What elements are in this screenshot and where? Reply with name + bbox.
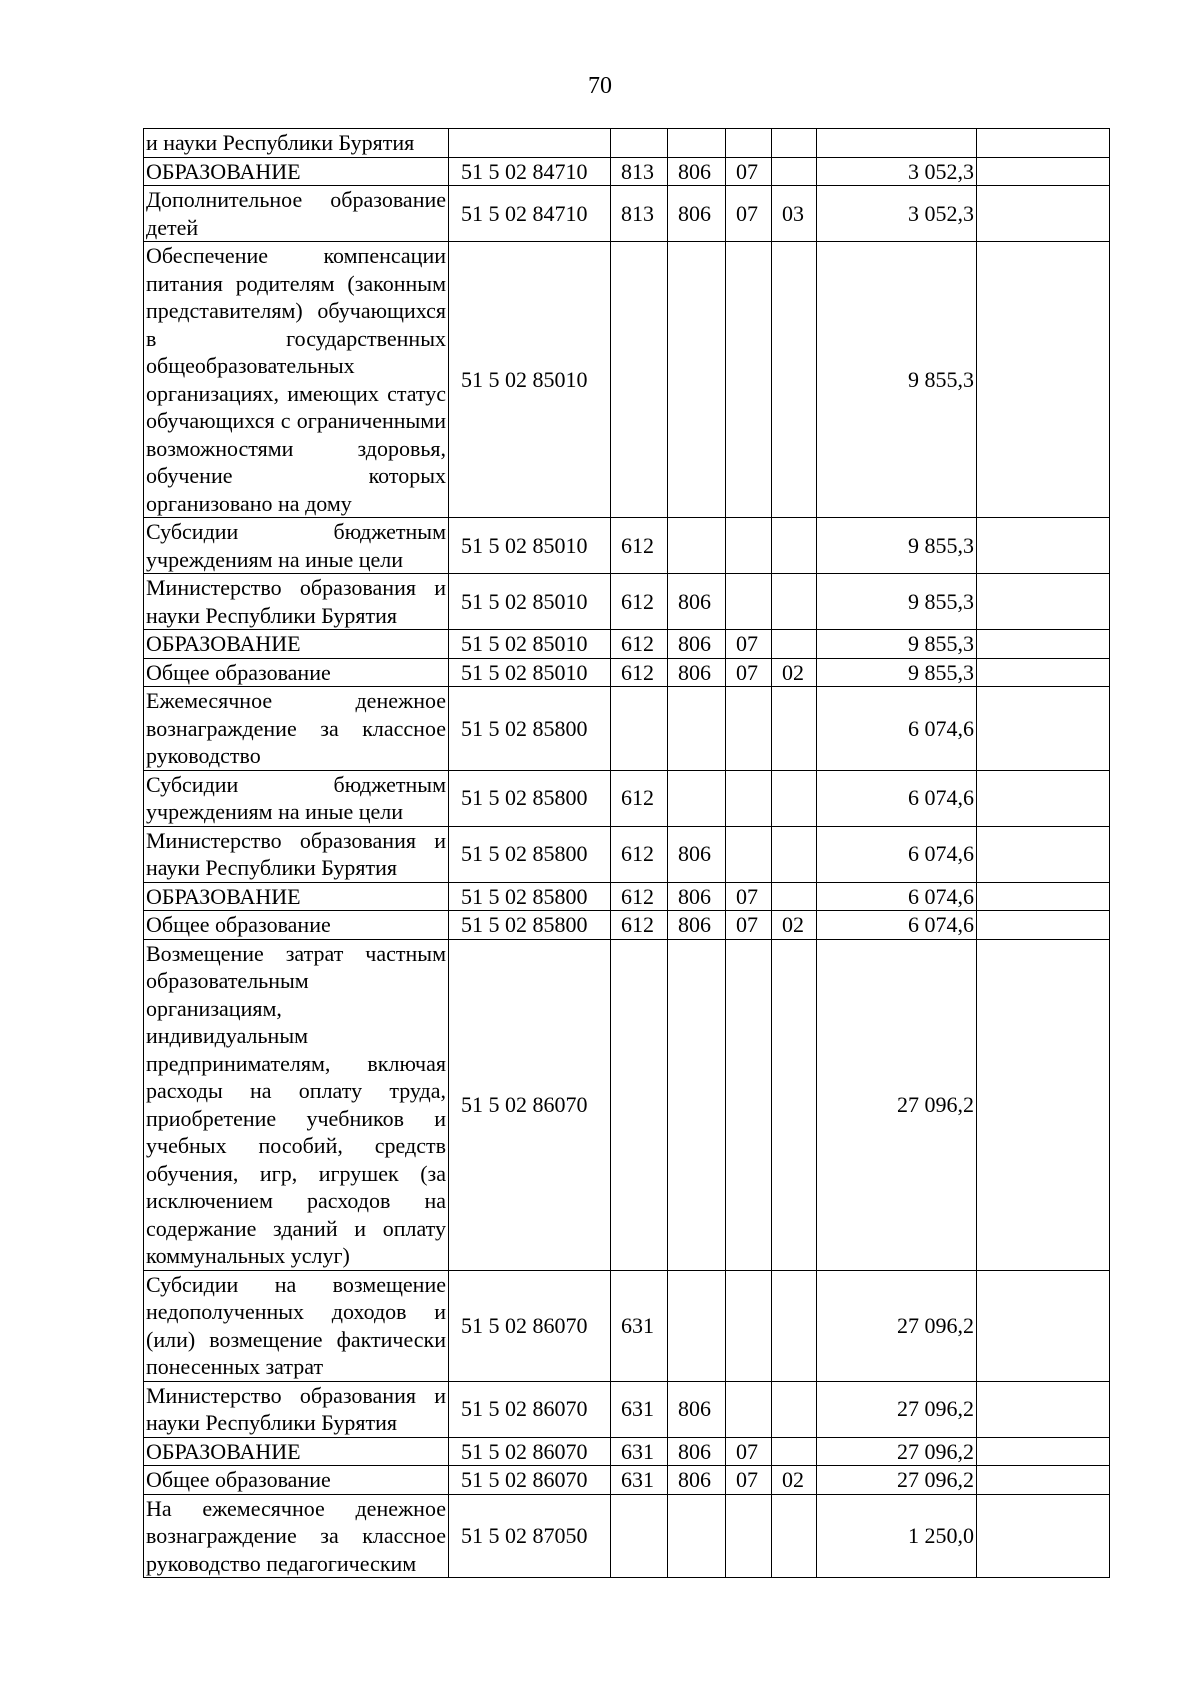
amount: 9 855,3 [817,658,977,687]
row-name: ОБРАЗОВАНИЕ [144,882,449,911]
target-article-code: 51 5 02 86070 [449,1437,611,1466]
empty-cell [977,1270,1110,1381]
row-name: Общее образование [144,658,449,687]
target-article-code [449,129,611,158]
row-name: Субсидии бюджетным учреждениям на иные цели [144,770,449,826]
amount: 27 096,2 [817,1270,977,1381]
empty-cell [977,658,1110,687]
expense-type-code: 813 [611,157,668,186]
target-article-code: 51 5 02 85010 [449,574,611,630]
expense-type-code: 631 [611,1466,668,1495]
table-body [144,129,1110,1578]
subsection-code [772,518,817,574]
subsection-code [772,129,817,158]
section-code: 07 [726,1466,772,1495]
page-number: 70 [588,73,612,99]
amount [817,129,977,158]
table-row [144,518,1110,574]
ministry-code: 806 [668,911,726,940]
subsection-code [772,826,817,882]
subsection-code [772,1270,817,1381]
section-code: 07 [726,882,772,911]
target-article-code: 51 5 02 86070 [449,1381,611,1437]
row-name: Возмещение затрат частным образовательным организациям, индивидуальным предпринимателям, включая расходы на оплату труда, приобретение учебников и учебных пособий, средств обучения, игр, игрушек (за исключением расходов на содержание зданий и оплату коммунальных услуг) [144,939,449,1270]
subsection-code [772,157,817,186]
subsection-code [772,1494,817,1578]
table-row [144,242,1110,518]
subsection-code [772,242,817,518]
row-name: Субсидии на возмещение недополученных доходов и (или) возмещение фактически понесенных затрат [144,1270,449,1381]
expense-type-code: 612 [611,826,668,882]
amount: 9 855,3 [817,574,977,630]
row-name: Обеспечение компенсации питания родителям (законным представителям) обучающихся в государственных общеобразовательных организациях, имеющих статус обучающихся с ограниченными возможностями здоровья, обучение которых организовано на дому [144,242,449,518]
amount: 27 096,2 [817,1466,977,1495]
subsection-code: 02 [772,1466,817,1495]
section-code [726,826,772,882]
ministry-code: 806 [668,574,726,630]
subsection-code [772,882,817,911]
amount: 6 074,6 [817,882,977,911]
amount: 3 052,3 [817,157,977,186]
ministry-code: 806 [668,882,726,911]
table-row [144,574,1110,630]
table-row [144,939,1110,1270]
expense-type-code: 631 [611,1381,668,1437]
target-article-code: 51 5 02 86070 [449,1270,611,1381]
amount: 6 074,6 [817,687,977,771]
expense-type-code: 612 [611,911,668,940]
section-code: 07 [726,1437,772,1466]
section-code: 07 [726,658,772,687]
table-row [144,1437,1110,1466]
row-name: Дополнительное образование детей [144,186,449,242]
ministry-code [668,242,726,518]
empty-cell [977,518,1110,574]
ministry-code [668,687,726,771]
target-article-code: 51 5 02 85800 [449,770,611,826]
empty-cell [977,129,1110,158]
target-article-code: 51 5 02 84710 [449,157,611,186]
expense-type-code: 612 [611,882,668,911]
table-row [144,157,1110,186]
row-name: ОБРАЗОВАНИЕ [144,630,449,659]
expense-type-code: 631 [611,1270,668,1381]
amount: 6 074,6 [817,770,977,826]
ministry-code: 806 [668,186,726,242]
empty-cell [977,186,1110,242]
amount: 27 096,2 [817,1437,977,1466]
table-row [144,687,1110,771]
expense-type-code: 612 [611,770,668,826]
row-name: и науки Республики Бурятия [144,129,449,158]
row-name: Ежемесячное денежное вознаграждение за классное руководство [144,687,449,771]
ministry-code [668,129,726,158]
ministry-code: 806 [668,1466,726,1495]
table-row [144,826,1110,882]
empty-cell [977,630,1110,659]
table-row [144,770,1110,826]
ministry-code [668,518,726,574]
ministry-code: 806 [668,630,726,659]
row-name: ОБРАЗОВАНИЕ [144,1437,449,1466]
target-article-code: 51 5 02 87050 [449,1494,611,1578]
ministry-code: 806 [668,1381,726,1437]
ministry-code: 806 [668,658,726,687]
empty-cell [977,826,1110,882]
budget-table [143,128,1110,1578]
empty-cell [977,1466,1110,1495]
subsection-code [772,687,817,771]
empty-cell [977,882,1110,911]
amount: 3 052,3 [817,186,977,242]
amount: 9 855,3 [817,518,977,574]
section-code [726,1381,772,1437]
table-row [144,1381,1110,1437]
expense-type-code: 612 [611,658,668,687]
target-article-code: 51 5 02 86070 [449,1466,611,1495]
ministry-code [668,770,726,826]
section-code [726,574,772,630]
row-name: Общее образование [144,1466,449,1495]
amount: 9 855,3 [817,630,977,659]
section-code [726,770,772,826]
expense-type-code: 612 [611,574,668,630]
expense-type-code: 612 [611,630,668,659]
section-code: 07 [726,630,772,659]
expense-type-code [611,939,668,1270]
amount: 27 096,2 [817,1381,977,1437]
ministry-code [668,1270,726,1381]
ministry-code [668,939,726,1270]
table-row [144,658,1110,687]
target-article-code: 51 5 02 85800 [449,882,611,911]
subsection-code: 02 [772,911,817,940]
table-row [144,882,1110,911]
section-code [726,1494,772,1578]
row-name: Общее образование [144,911,449,940]
expense-type-code [611,242,668,518]
target-article-code: 51 5 02 85010 [449,518,611,574]
section-code [726,939,772,1270]
empty-cell [977,687,1110,771]
amount: 9 855,3 [817,242,977,518]
target-article-code: 51 5 02 86070 [449,939,611,1270]
expense-type-code [611,1494,668,1578]
ministry-code: 806 [668,826,726,882]
section-code [726,1270,772,1381]
section-code [726,518,772,574]
row-name: Субсидии бюджетным учреждениям на иные цели [144,518,449,574]
amount: 6 074,6 [817,826,977,882]
table-row [144,186,1110,242]
section-code [726,129,772,158]
section-code [726,687,772,771]
target-article-code: 51 5 02 85010 [449,242,611,518]
table-row [144,1270,1110,1381]
row-name: ОБРАЗОВАНИЕ [144,157,449,186]
amount: 1 250,0 [817,1494,977,1578]
row-name: Министерство образования и науки Республики Бурятия [144,826,449,882]
subsection-code [772,939,817,1270]
subsection-code [772,630,817,659]
table-row [144,911,1110,940]
amount: 27 096,2 [817,939,977,1270]
ministry-code: 806 [668,1437,726,1466]
expense-type-code: 813 [611,186,668,242]
target-article-code: 51 5 02 85800 [449,826,611,882]
subsection-code [772,1437,817,1466]
target-article-code: 51 5 02 85800 [449,687,611,771]
ministry-code [668,1494,726,1578]
target-article-code: 51 5 02 85800 [449,911,611,940]
empty-cell [977,1381,1110,1437]
ministry-code: 806 [668,157,726,186]
empty-cell [977,1494,1110,1578]
table-row [144,129,1110,158]
table-row [144,630,1110,659]
empty-cell [977,939,1110,1270]
section-code: 07 [726,157,772,186]
expense-type-code: 612 [611,518,668,574]
subsection-code [772,1381,817,1437]
subsection-code: 02 [772,658,817,687]
table-row [144,1466,1110,1495]
section-code [726,242,772,518]
row-name: На ежемесячное денежное вознаграждение за классное руководство педагогическим [144,1494,449,1578]
empty-cell [977,574,1110,630]
target-article-code: 51 5 02 84710 [449,186,611,242]
expense-type-code: 631 [611,1437,668,1466]
target-article-code: 51 5 02 85010 [449,658,611,687]
amount: 6 074,6 [817,911,977,940]
row-name: Министерство образования и науки Республики Бурятия [144,1381,449,1437]
section-code: 07 [726,911,772,940]
empty-cell [977,1437,1110,1466]
expense-type-code [611,129,668,158]
empty-cell [977,911,1110,940]
empty-cell [977,157,1110,186]
table-row [144,1494,1110,1578]
empty-cell [977,242,1110,518]
expense-type-code [611,687,668,771]
subsection-code: 03 [772,186,817,242]
section-code: 07 [726,186,772,242]
subsection-code [772,770,817,826]
empty-cell [977,770,1110,826]
target-article-code: 51 5 02 85010 [449,630,611,659]
subsection-code [772,574,817,630]
row-name: Министерство образования и науки Республики Бурятия [144,574,449,630]
